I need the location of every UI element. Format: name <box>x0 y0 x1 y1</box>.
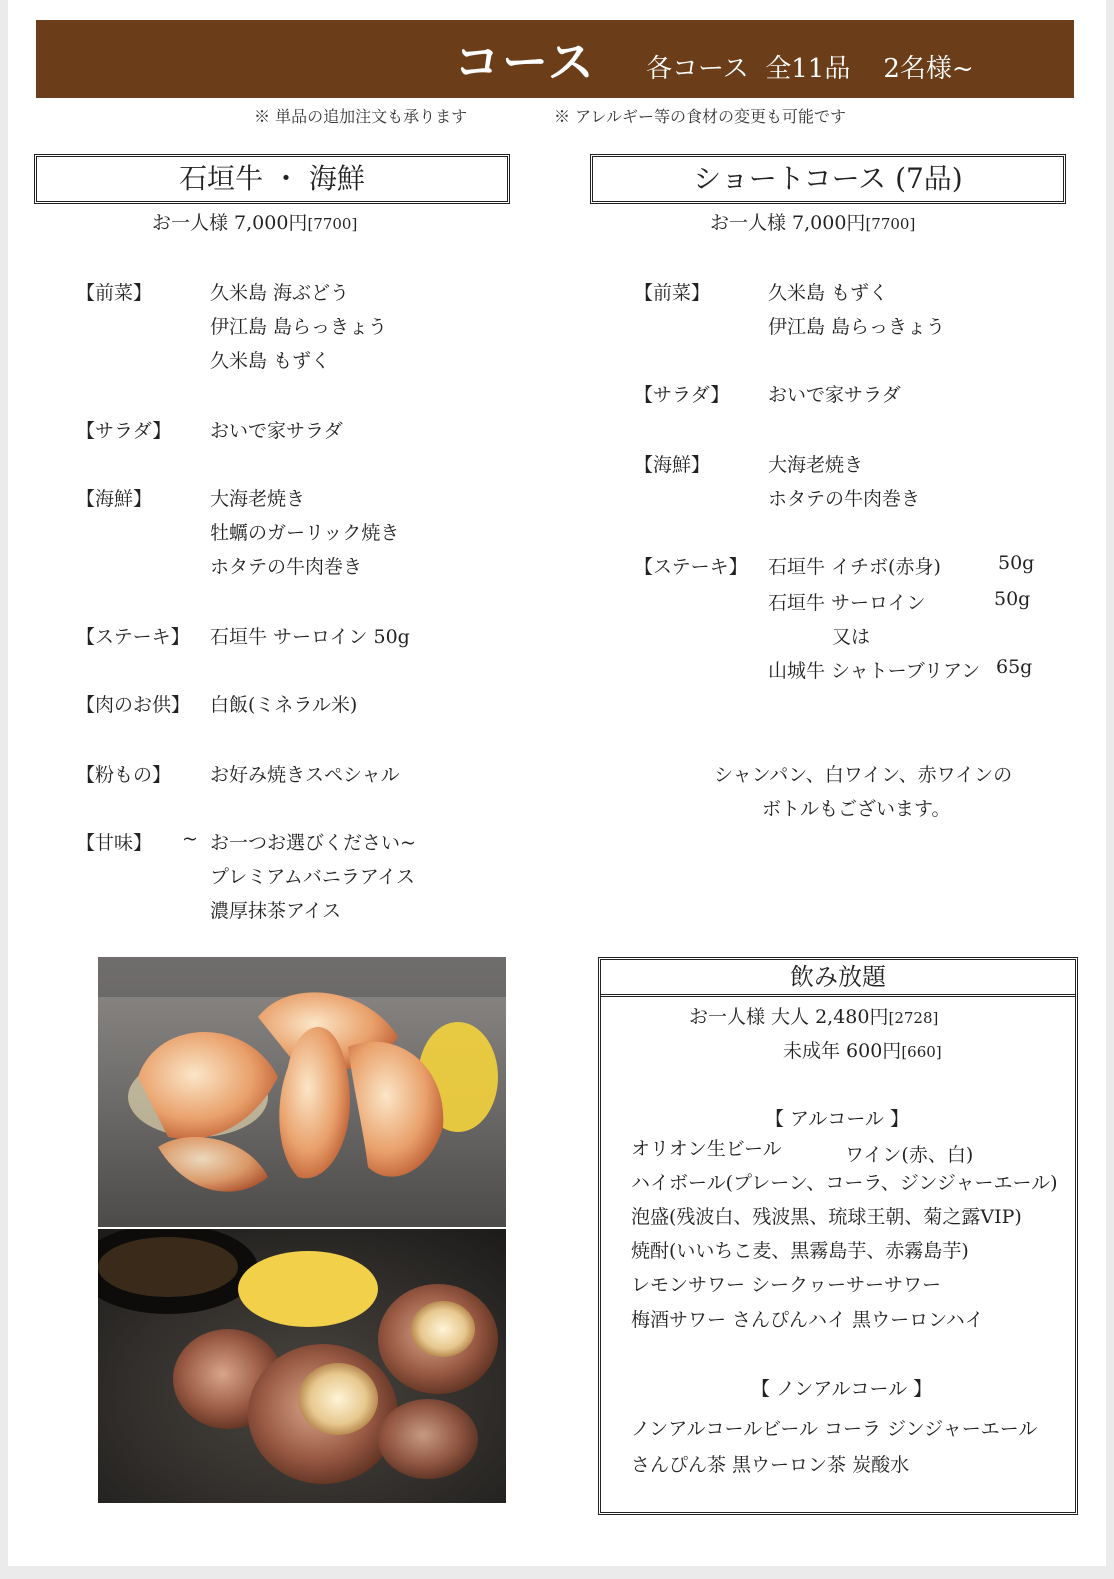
course-b-item: 伊江島 島らっきょう <box>768 316 946 338</box>
menu-page <box>8 0 1106 1566</box>
shrimp-photo-graphic <box>98 957 506 1227</box>
course-b-weight: 50g <box>994 588 1031 610</box>
nomihodai-box <box>598 957 1078 1515</box>
alcohol-line: レモンサワー シークヮーサーサワー <box>631 1274 942 1296</box>
course-b-weight: 50g <box>998 552 1035 574</box>
course-a-item: ホタテの牛肉巻き <box>210 556 363 578</box>
alcohol-line: オリオン生ビール <box>631 1138 782 1160</box>
course-a-item: 久米島 もずく <box>210 350 331 372</box>
course-a-category: 【肉のお供】 <box>76 694 191 716</box>
page-title: コース <box>454 35 596 89</box>
course-a-item: 石垣牛 サーロイン 50g <box>210 626 410 648</box>
course-b-title: ショートコース (7品) <box>590 154 1066 204</box>
nomihodai-minor-price <box>783 1036 942 1063</box>
wine-note-line: シャンパン、白ワイン、赤ワインの <box>714 764 1013 786</box>
course-a-category: 【サラダ】 <box>76 420 172 442</box>
course-b-item: 石垣牛 イチボ(赤身) <box>768 556 941 578</box>
course-b-item: おいで家サラダ <box>768 384 901 406</box>
course-b-weight: 65g <box>996 656 1033 678</box>
shrimp-photo <box>98 957 506 1227</box>
nonalcohol-header: 【 ノンアルコール 】 <box>751 1378 933 1400</box>
course-b-item: 石垣牛 サーロイン <box>768 592 926 614</box>
alcohol-line: 泡盛(残波白、残波黒、琉球王朝、菊之露VIP) <box>631 1206 1022 1228</box>
note-right: ※ アレルギー等の食材の変更も可能です <box>554 107 847 126</box>
course-a-price <box>152 208 357 235</box>
course-b-item: 大海老焼き <box>768 454 864 476</box>
course-b-item: ホタテの牛肉巻き <box>768 488 921 510</box>
scallop-photo-graphic <box>98 1229 506 1503</box>
course-a-item: プレミアムバニラアイス <box>210 866 416 888</box>
course-a-title: 石垣牛 ・ 海鮮 <box>34 154 510 204</box>
alcohol-line: 焼酎(いいちこ麦、黒霧島芋、赤霧島芋) <box>631 1240 969 1262</box>
course-a-item: 伊江島 島らっきょう <box>210 316 388 338</box>
page-subtitle: 各コース 全11品 2名様~ <box>646 54 974 84</box>
course-a-item: お好み焼きスペシャル <box>210 764 400 786</box>
course-b-price-label: お一人様 7,000円 <box>710 212 866 234</box>
nonalcohol-line: ノンアルコールビール コーラ ジンジャーエール <box>631 1418 1038 1440</box>
course-b-category: 【海鮮】 <box>634 454 711 476</box>
course-b-or: 又は <box>832 626 871 648</box>
nonalcohol-line: さんぴん茶 黒ウーロン茶 炭酸水 <box>631 1454 910 1476</box>
nomihodai-adult-price <box>689 1002 938 1029</box>
course-b-price-tax: [7700] <box>865 215 916 233</box>
alcohol-header: 【 アルコール 】 <box>765 1108 909 1130</box>
course-a-item: お一つお選びください~ <box>210 832 416 854</box>
course-a-category: 【前菜】 <box>76 282 153 304</box>
course-b-item: 久米島 もずく <box>768 282 889 304</box>
course-a-item: 牡蠣のガーリック焼き <box>210 522 400 544</box>
note-left: ※ 単品の追加注文も承ります <box>254 107 468 126</box>
course-b-price <box>710 208 915 235</box>
course-a-price-label: お一人様 7,000円 <box>152 212 308 234</box>
dessert-prefix: ~ <box>182 828 198 850</box>
course-b-category: 【ステーキ】 <box>634 556 748 578</box>
nomihodai-adult-tax: [2728] <box>888 1009 939 1027</box>
course-a-category: 【粉もの】 <box>76 764 172 786</box>
course-a-price-tax: [7700] <box>307 215 358 233</box>
scallop-photo <box>98 1229 506 1503</box>
nomihodai-title: 飲み放題 <box>601 960 1075 997</box>
wine-note-line: ボトルもございます。 <box>762 798 951 820</box>
course-b-item: 山城牛 シャトーブリアン <box>768 660 981 682</box>
course-b-category: 【前菜】 <box>634 282 711 304</box>
course-a-item: 濃厚抹茶アイス <box>210 900 342 922</box>
course-a-category: 【甘味】 <box>76 832 153 854</box>
nomihodai-adult-label: お一人様 大人 2,480円 <box>689 1006 889 1028</box>
alcohol-line: ハイボール(プレーン、コーラ、ジンジャーエール) <box>631 1172 1058 1194</box>
alcohol-line: 梅酒サワー さんぴんハイ 黒ウーロンハイ <box>631 1309 984 1331</box>
alcohol-line: ワイン(赤、白) <box>845 1144 974 1166</box>
course-a-item: 大海老焼き <box>210 488 306 510</box>
course-a-item: おいで家サラダ <box>210 420 343 442</box>
course-a-category: 【ステーキ】 <box>76 626 190 648</box>
course-a-category: 【海鮮】 <box>76 488 153 510</box>
header-bar <box>36 20 1074 98</box>
course-b-category: 【サラダ】 <box>634 384 730 406</box>
course-a-item: 久米島 海ぶどう <box>210 282 350 304</box>
nomihodai-minor-label: 未成年 600円 <box>783 1040 902 1062</box>
nomihodai-minor-tax: [660] <box>901 1043 942 1061</box>
course-a-item: 白飯(ミネラル米) <box>210 694 358 716</box>
